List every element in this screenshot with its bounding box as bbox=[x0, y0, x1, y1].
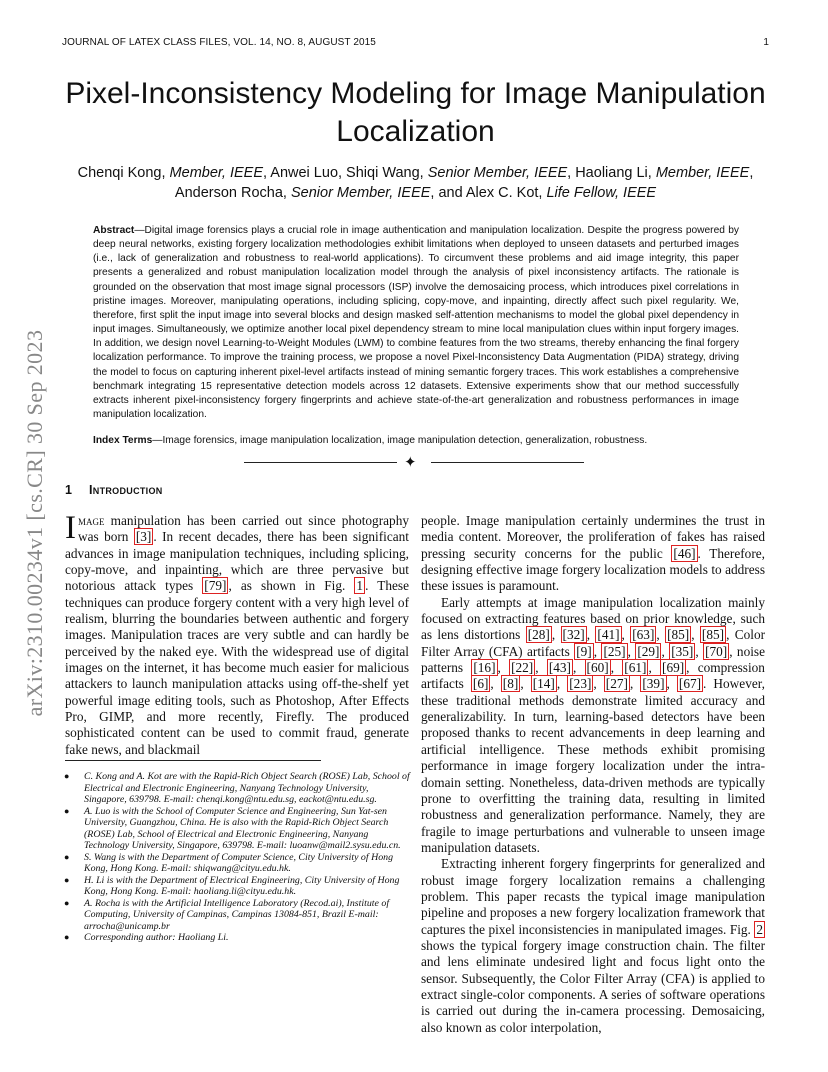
citation-link[interactable]: [14] bbox=[532, 676, 555, 692]
paragraph-text: , bbox=[621, 627, 631, 643]
citation-link[interactable]: [67] bbox=[678, 676, 702, 692]
footnote-item: ● S. Wang is with the Department of Computer Science, City University of Hong Kong, Hong Kong. E-mail: shiqwang@cityu.edu.hk. bbox=[64, 851, 394, 874]
paper-title: Pixel-Inconsistency Modeling for Image Manipulation Localization bbox=[65, 77, 766, 148]
paragraph-text: , bbox=[556, 676, 568, 692]
paragraph-text: , bbox=[497, 660, 510, 676]
section-number: 1 bbox=[65, 483, 72, 497]
paragraph-text: , bbox=[627, 643, 636, 659]
column-right bbox=[421, 513, 765, 1036]
section-title: Introduction bbox=[89, 483, 163, 497]
paragraph-text: . However, these traditional methods demonstrate limited accuracy and generalizability. In turn, learning-based detectors have been proposed thanks to recent advancements in deep learning and artificial intelligence. These methods exhibit promising performance in image forgery localization under the intra-domain setting. Nonetheless, data-driven methods are typically prone to overfitting the training data, resulting in limited robustness and generalization performance. Namely, they are fragile to image perturbations and vulnerable to unseen image manipulation datasets. bbox=[421, 676, 765, 855]
bullet-icon: ● bbox=[64, 874, 70, 885]
footnote-item: ● H. Li is with the Department of Electrical Engineering, City University of Hong Kong, Hong Kong. E-mail: haoliang.li@cityu.edu.hk. bbox=[64, 874, 400, 897]
author-line-1 bbox=[62, 163, 769, 183]
column-left bbox=[65, 510, 409, 758]
bullet-icon: ● bbox=[64, 771, 70, 781]
paragraph-text: , bbox=[520, 676, 531, 692]
citation-link[interactable]: [28] bbox=[527, 627, 550, 643]
intro-paragraph-2: people. Image manipulation certainly undermines the trust in media content. Moreover, the proliferation of fakes has raised pressing security concerns for the public [46] . Therefore, designing effective image forgery localization models to address these issues is paramount. bbox=[421, 513, 765, 594]
index-terms bbox=[93, 435, 739, 446]
paragraph-text: , bbox=[490, 676, 501, 692]
running-header bbox=[62, 37, 769, 48]
citation-link[interactable]: [8] bbox=[502, 676, 519, 692]
paragraph-text: , bbox=[535, 660, 547, 676]
footnote-item: ● A. Luo is with the School of Computer Science and Engineering, Sun Yat-sen University, Guangzhou, China. He is also with the Rapid-Rich Object Search (ROSE) Lab, School of Electrical and Electronic Engineering, Nanyang Technology University, Singapore, 639798. E-mail: luoanw@mail2.sysu.edu.cn. bbox=[64, 805, 401, 851]
citation-link[interactable]: [6] bbox=[472, 676, 489, 692]
paragraph-text: Early attempts at image manipulation localization mainly focused on extracting features based on prior knowledge, such as lens distortions bbox=[421, 594, 765, 643]
divider-line-right bbox=[431, 462, 584, 463]
paragraph-text: , Color Filter Array (CFA) artifacts bbox=[421, 627, 766, 659]
author-role: Member, IEEE bbox=[169, 165, 264, 181]
abstract-text: —Digital image forensics plays a crucial role in image authentication and manipulation localization. Despite the progress powered by deep neural networks, existing forgery localization methodologies exhibit limitations when deployed to unseen datasets and perturbed images (i.e., lack of generalization and robustness to real-world applications). To circumvent these problems and aid image integrity, this paper presents a generalized and robust manipulation localization model through the analysis of pixel inconsistency artifacts. The rationale is grounded on the observation that most image signal processors (ISP) involve the demosaicing process, which introduces pixel correlations in pristine images. Moreover, manipulating operations, including splicing, copy-move, and inpainting, directly affect such pixel regularity. We, therefore, first split the input image into several blocks and design masked self-attention mechanisms to model the global pixel dependency in input images. Simultaneously, we optimize another local pixel dependency stream to mine local manipulation clues within input forgery images. In addition, we design novel Learning-to-Weight Modules (LWM) to combine features from the two streams, thereby enhancing the final forgery localization performance. To improve the training process, we propose a novel Pixel-Inconsistency Data Augmentation (PIDA) strategy, driving the model to focus on capturing inherent pixel-level artifacts instead of mining semantic forgery traces. This work establishes a comprehensive benchmark integrating 15 representative detection models across 12 datasets. Extensive experiments show that our method successfully extracts inherent pixel-inconsistency forgery fingerprints and achieve state-of-the-art generalization and robustness performances in image manipulation localization. bbox=[93, 225, 739, 421]
paragraph-text: , bbox=[661, 643, 670, 659]
bullet-icon: ● bbox=[64, 932, 70, 942]
author-name: Anderson Rocha, bbox=[174, 185, 291, 201]
paragraph-text: , bbox=[695, 643, 704, 659]
small-caps-lead: mage bbox=[78, 513, 105, 528]
paragraph-text: , bbox=[572, 660, 585, 676]
citation-link[interactable]: [43] bbox=[548, 660, 571, 676]
section-divider bbox=[244, 453, 584, 471]
citation-link[interactable]: [27] bbox=[605, 676, 628, 692]
paragraph-text: , bbox=[691, 627, 700, 643]
author-name: Chenqi Kong, bbox=[77, 165, 170, 181]
paragraph-text: , bbox=[610, 660, 623, 676]
index-terms-label: Index Terms bbox=[93, 435, 153, 446]
citation-link[interactable]: [32] bbox=[562, 627, 585, 643]
figure-link[interactable]: 2 bbox=[756, 921, 763, 937]
citation-link[interactable]: [79] bbox=[204, 578, 227, 594]
author-role: Member, IEEE bbox=[655, 165, 750, 181]
index-terms-text: —Image forensics, image manipulation localization, image manipulation detection, generalization, robustness. bbox=[152, 435, 648, 446]
author-name: , bbox=[749, 165, 754, 181]
citation-link[interactable]: [46] bbox=[673, 545, 696, 561]
author-role: Senior Member, IEEE bbox=[290, 185, 431, 201]
footnote-item: ● A. Rocha is with the Artificial Intelligence Laboratory (Recod.ai), Institute of Computing, University of Campinas, Campinas 13084-851, Brazil E-mail: arrocha@unicamp.br bbox=[64, 897, 390, 932]
page-number: 1 bbox=[763, 37, 769, 48]
citation-link[interactable]: [25] bbox=[603, 643, 626, 659]
citation-link[interactable]: [23] bbox=[569, 676, 592, 692]
divider-line-left bbox=[244, 462, 397, 463]
citation-link[interactable]: [9] bbox=[576, 643, 592, 659]
abstract bbox=[93, 224, 739, 422]
author-line-2 bbox=[62, 183, 769, 203]
citation-link[interactable]: [41] bbox=[597, 627, 620, 643]
citation-link[interactable]: [69] bbox=[662, 660, 685, 676]
bullet-icon: ● bbox=[64, 897, 70, 908]
citation-link[interactable]: [60] bbox=[586, 660, 609, 676]
intro-paragraph-1: Image manipulation has been carried out since photography was born [3] . In recent decades, there has been significant advances in image manipulation techniques, including splicing, copy-move, and inpainting, which are three pervasive but notorious attack types [79] , as shown in Fig. 1 . These techniques can produce forgery content with a very high level of realism, blurring the boundaries between authentic and forgery images. Manipulation traces are very subtle and can hardly be perceived by the naked eye. With the widespread use of digital images on the internet, it has become much easier for malicious attackers to launch manipulation attacks using off-the-shelf yet powerful image editing tools, such as Photoshop, After Effects Pro, GIMP, and more recently, Firefly. The produced sophisticated content can be used to commit fraud, generate fake news, and blackmail bbox=[65, 510, 409, 757]
paragraph-text: , compression artifacts bbox=[421, 660, 765, 692]
citation-link[interactable]: [85] bbox=[701, 627, 725, 643]
citation-link[interactable]: [3] bbox=[135, 529, 152, 545]
author-name: , Anwei Luo, Shiqi Wang, bbox=[263, 165, 428, 181]
citation-link[interactable]: [29] bbox=[637, 643, 660, 659]
citation-link[interactable]: [22] bbox=[511, 660, 534, 676]
paragraph-text: , bbox=[586, 627, 596, 643]
paragraph-text: , bbox=[648, 660, 661, 676]
author-role: Life Fellow, IEEE bbox=[546, 185, 657, 201]
paragraph-text: , bbox=[629, 676, 641, 692]
paragraph-text: , noise patterns bbox=[421, 643, 765, 676]
author-role: Senior Member, IEEE bbox=[427, 165, 568, 181]
citation-link[interactable]: [70] bbox=[705, 643, 728, 659]
arxiv-stamp: arXiv:2310.00234v1 [cs.CR] 30 Sep 2023 bbox=[22, 329, 47, 717]
citation-link[interactable]: [61] bbox=[624, 660, 647, 676]
section-heading bbox=[65, 483, 163, 497]
bullet-icon: ● bbox=[64, 851, 70, 862]
intro-paragraph-3 bbox=[421, 595, 765, 857]
abstract-label: Abstract bbox=[93, 225, 135, 236]
citation-link[interactable]: [39] bbox=[642, 676, 665, 692]
citation-link[interactable]: [35] bbox=[671, 643, 694, 659]
citation-link[interactable]: [63] bbox=[632, 627, 655, 643]
citation-link[interactable]: [16] bbox=[473, 660, 496, 676]
citation-link[interactable]: [85] bbox=[667, 627, 690, 643]
author-name: , Haoliang Li, bbox=[567, 165, 656, 181]
journal-header: JOURNAL OF LATEX CLASS FILES, VOL. 14, NO. 8, AUGUST 2015 bbox=[62, 37, 376, 48]
paragraph-text: , bbox=[551, 627, 561, 643]
author-name: , and Alex C. Kot, bbox=[430, 185, 547, 201]
footnotes bbox=[65, 771, 412, 944]
paragraph-text: , bbox=[593, 676, 604, 692]
paragraph-text: , bbox=[666, 676, 677, 692]
paragraph-text: , bbox=[656, 627, 666, 643]
four-point-star-icon: ✦ bbox=[404, 453, 417, 471]
paragraph-text: , bbox=[593, 643, 602, 659]
intro-paragraph-4: Extracting inherent forgery fingerprints for generalized and robust image forgery localization remains a challenging problem. This paper recasts the typical image manipulation pipeline and proposes a new forgery localization framework that captures the pixel inconsistencies in manipulated images. Fig. 2 shows the typical forgery image construction chain. The filter and lens eliminate undesired light and focus light onto the sensor. Subsequently, the Color Filter Array (CFA) is applied to extract single-color components. A series of software operations is carried out during the in-camera processing. Demosaicing, also known as color interpolation, bbox=[421, 856, 765, 1035]
bullet-icon: ● bbox=[64, 805, 70, 816]
figure-link[interactable]: 1 bbox=[356, 578, 364, 594]
footnote-item: ● Corresponding author: Haoliang Li. bbox=[64, 932, 229, 943]
drop-cap: I bbox=[65, 510, 76, 546]
author-list bbox=[62, 163, 769, 203]
footnote-rule bbox=[65, 760, 321, 761]
footnote-item: ● C. Kong and A. Kot are with the Rapid-Rich Object Search (ROSE) Lab, School of Electrical and Electronic Engineering, Nanyang Technology University, Singapore, 639798. E-mail: chenqi.kong@ntu.edu.sg, eackot@ntu.edu.sg. bbox=[64, 771, 410, 805]
